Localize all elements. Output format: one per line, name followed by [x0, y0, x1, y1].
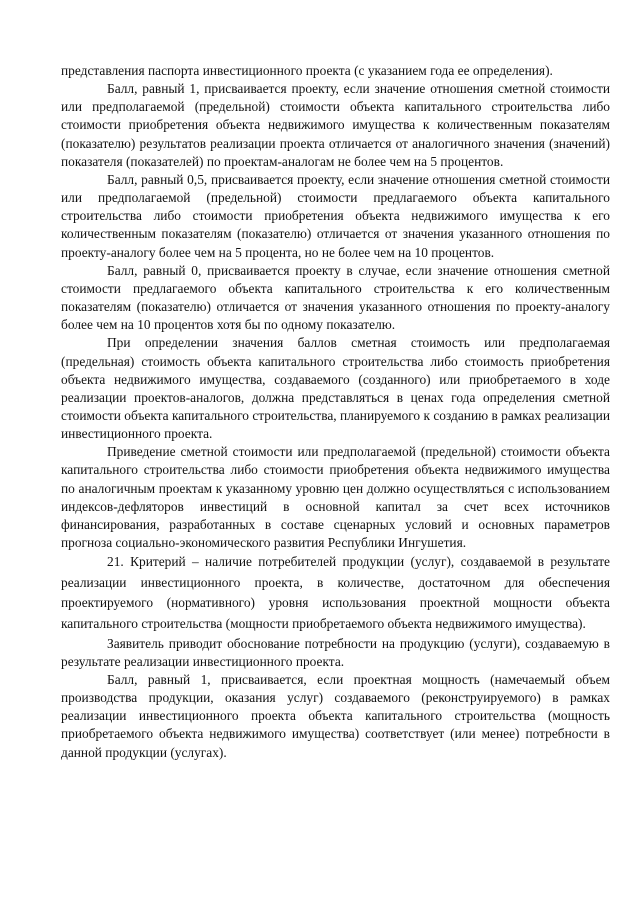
- paragraph-score-1-capacity: Балл, равный 1, присваивается, если проектная мощность (намечаемый объем производства продукции, оказания услуг) создаваемого (реконструируемого) в рамках реализации инвестиционного проекта объекта капитального строительства (мощность приобретаемого объекта недвижимого имущества) соответствует (или менее) потребности в данной продукции (услугах).: [61, 671, 610, 760]
- paragraph-score-0-5-analogs: Балл, равный 0,5, присваивается проекту, если значение отношения сметной стоимости или предполагаемой (предельной) стоимости предлагаемого объекта капитального строительства либо стоимости приобретения объекта недвижимого имущества к его количественным показателям (показателю) отличается от значения указанного отношения по проекту-аналогу более чем на 5 процента, но не более чем на 10 процентов.: [61, 171, 610, 260]
- paragraph-score-1-analogs: Балл, равный 1, присваивается проекту, если значение отношения сметной стоимости или предполагаемой (предельной) стоимости объекта капитального строительства либо стоимости приобретения объекта недвижимого имущества к количественным показателям (показателю) результатов реализации проекта отличается от аналогичного значения (значений) показателя (показателей) по проектам-аналогам не более чем на 5 процентов.: [61, 81, 610, 169]
- paragraph-score-0-analogs: Балл, равный 0, присваивается проекту в случае, если значение отношения сметной стоимости предлагаемого объекта капитального строительства к его количественным показателям (показателю) отличается от значения указанного отношения по проекту-аналогу более чем на 10 процентов хотя бы по одному показателю.: [61, 262, 610, 333]
- document-page: [61, 62, 610, 762]
- paragraph-passport-continuation: представления паспорта инвестиционного проекта (с указанием года ее определения).: [61, 63, 553, 78]
- paragraph-criterion-21: 21. Критерий – наличие потребителей продукции (услуг), создаваемой в результате реализации инвестиционного проекта, в количестве, достаточном для обеспечения проектируемого (нормативного) уровня использования проектной мощности объекта капитального строительства (мощности приобретаемого объекта недвижимого имущества).: [61, 554, 610, 631]
- paragraph-demand-justification: Заявитель приводит обоснование потребности на продукцию (услуги), создаваемую в результате реализации инвестиционного проекта.: [61, 635, 610, 669]
- paragraph-price-indexation: Приведение сметной стоимости или предполагаемой (предельной) стоимости объекта капитального строительства либо стоимости приобретения объекта недвижимого имущества по аналогичным проектам к указанному уровню цен должно осуществляться с использованием индексов-дефляторов инвестиций в основной капитал за счет всех источников финансирования, разработанных в составе сценарных условий и основных параметров прогноза социально-экономического развития Республики Ингушетия.: [61, 444, 610, 551]
- paragraph-price-determination: При определении значения баллов сметная стоимость или предполагаемая (предельная) стоимость объекта капитального строительства либо стоимость приобретения объекта недвижимого имущества, создаваемого (созданного) или приобретаемого в ходе реализации проектов-аналогов, должна представляться в ценах года определения сметной стоимости объекта капитального строительства, планируемого к созданию в рамках реализации инвестиционного проекта.: [61, 335, 610, 442]
